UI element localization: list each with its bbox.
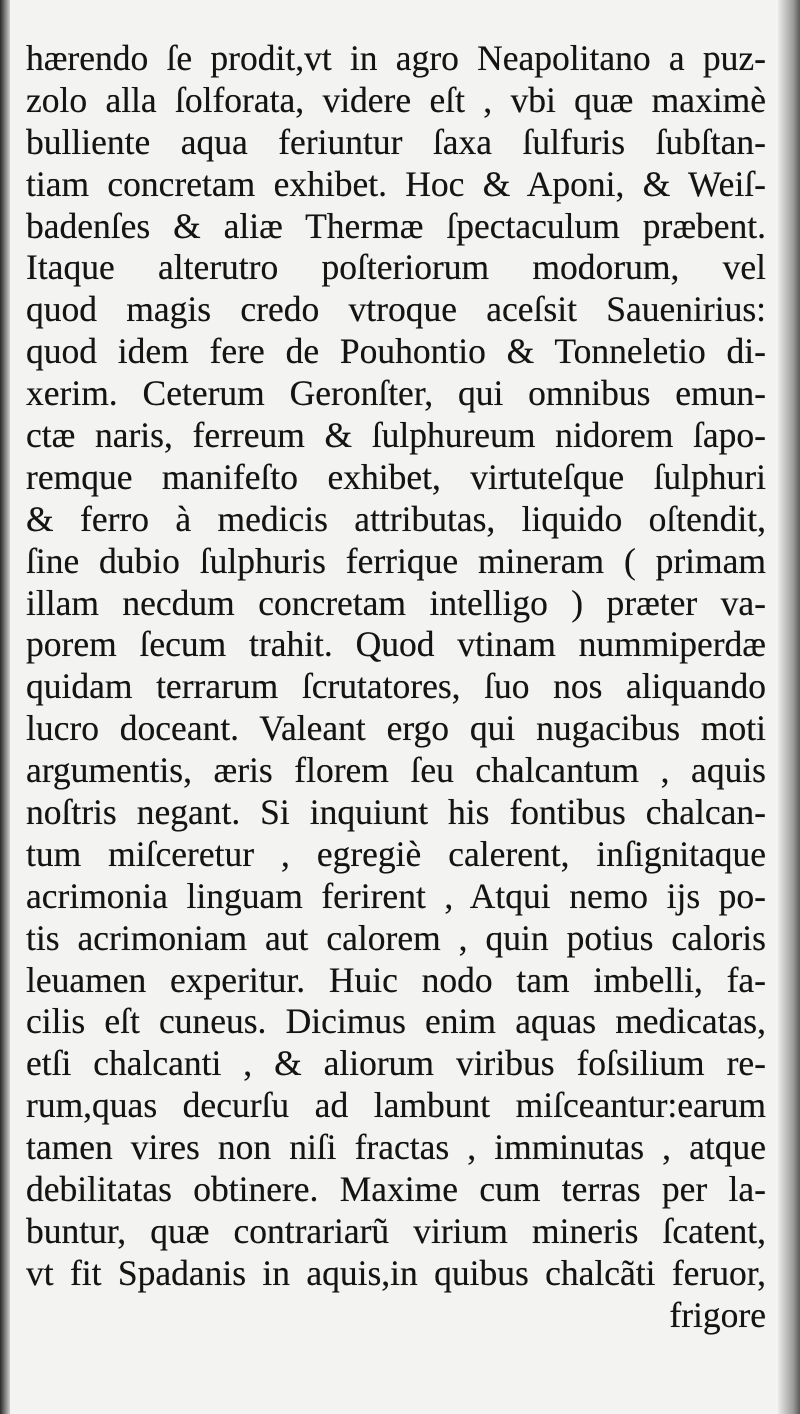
text-line: & ferro à medicis attributas, liquido oſtendit, xyxy=(26,498,766,539)
text-line: noſtris negant. Si inquiunt his fontibus chalcan- xyxy=(26,792,766,833)
text-line: ſine dubio ſulphuris ferrique mineram ( primam xyxy=(26,540,766,581)
text-line: bulliente aqua feriuntur ſaxa ſulfuris ſubſtan- xyxy=(26,121,766,162)
text-line: hærendo ſe prodit,vt in agro Neapolitano a puz- xyxy=(26,38,766,78)
text-line: lucro doceant. Valeant ergo qui nugacibus moti xyxy=(26,708,766,749)
text-line: tiam concretam exhibet. Hoc & Aponi, & Weiſ- xyxy=(26,163,766,204)
text-line: porem ſecum trahit. Quod vtinam nummiperdæ xyxy=(26,624,766,665)
text-line: zolo alla ſolforata, videre eſt , vbi quæ maximè xyxy=(26,79,766,120)
text-line: argumentis, æris florem ſeu chalcantum , aquis xyxy=(26,750,766,791)
text-line: debilitatas obtinere. Maxime cum terras per la- xyxy=(26,1169,766,1210)
text-line: tis acrimoniam aut calorem , quin potius caloris xyxy=(26,917,766,958)
text-line: buntur, quæ contrariarũ virium mineris ſcatent, xyxy=(26,1210,766,1251)
text-line: vt fit Spadanis in aquis,in quibus chalcãti feruor, xyxy=(26,1252,766,1293)
text-line: rum,quas decurſu ad lambunt miſceantur:earum xyxy=(26,1085,766,1126)
text-line: ctæ naris, ferreum & ſulphureum nidorem ſapo- xyxy=(26,415,766,456)
text-line: quod idem fere de Pouhontio & Tonneletio di- xyxy=(26,331,766,372)
text-line: tum miſceretur , egregiè calerent, inſignitaque xyxy=(26,833,766,874)
text-line: quod magis credo vtroque aceſsit Sauenirius: xyxy=(26,289,766,330)
text-line: leuamen experitur. Huic nodo tam imbelli, fa- xyxy=(26,959,766,1000)
text-line: xerim. Ceterum Geronſter, qui omnibus emun- xyxy=(26,373,766,414)
text-line: illam necdum concretam intelligo ) præter va- xyxy=(26,582,766,623)
text-line: acrimonia linguam ferirent , Atqui nemo ijs po- xyxy=(26,875,766,916)
body-text xyxy=(26,38,766,1337)
catchword: frigore xyxy=(669,1294,766,1335)
text-line: Itaque alterutro poſteriorum modorum, vel xyxy=(26,247,766,288)
text-line: tamen vires non niſi fractas , imminutas , atque xyxy=(26,1127,766,1168)
text-line: remque manifeſto exhibet, virtuteſque ſulphuri xyxy=(26,456,766,497)
text-line: quidam terrarum ſcrutatores, ſuo nos aliquando xyxy=(26,666,766,707)
text-line: badenſes & aliæ Thermæ ſpectaculum præbent. xyxy=(26,205,766,246)
text-line: etſi chalcanti , & aliorum viribus foſsilium re- xyxy=(26,1043,766,1084)
text-line: cilis eſt cuneus. Dicimus enim aquas medicatas, xyxy=(26,1001,766,1042)
